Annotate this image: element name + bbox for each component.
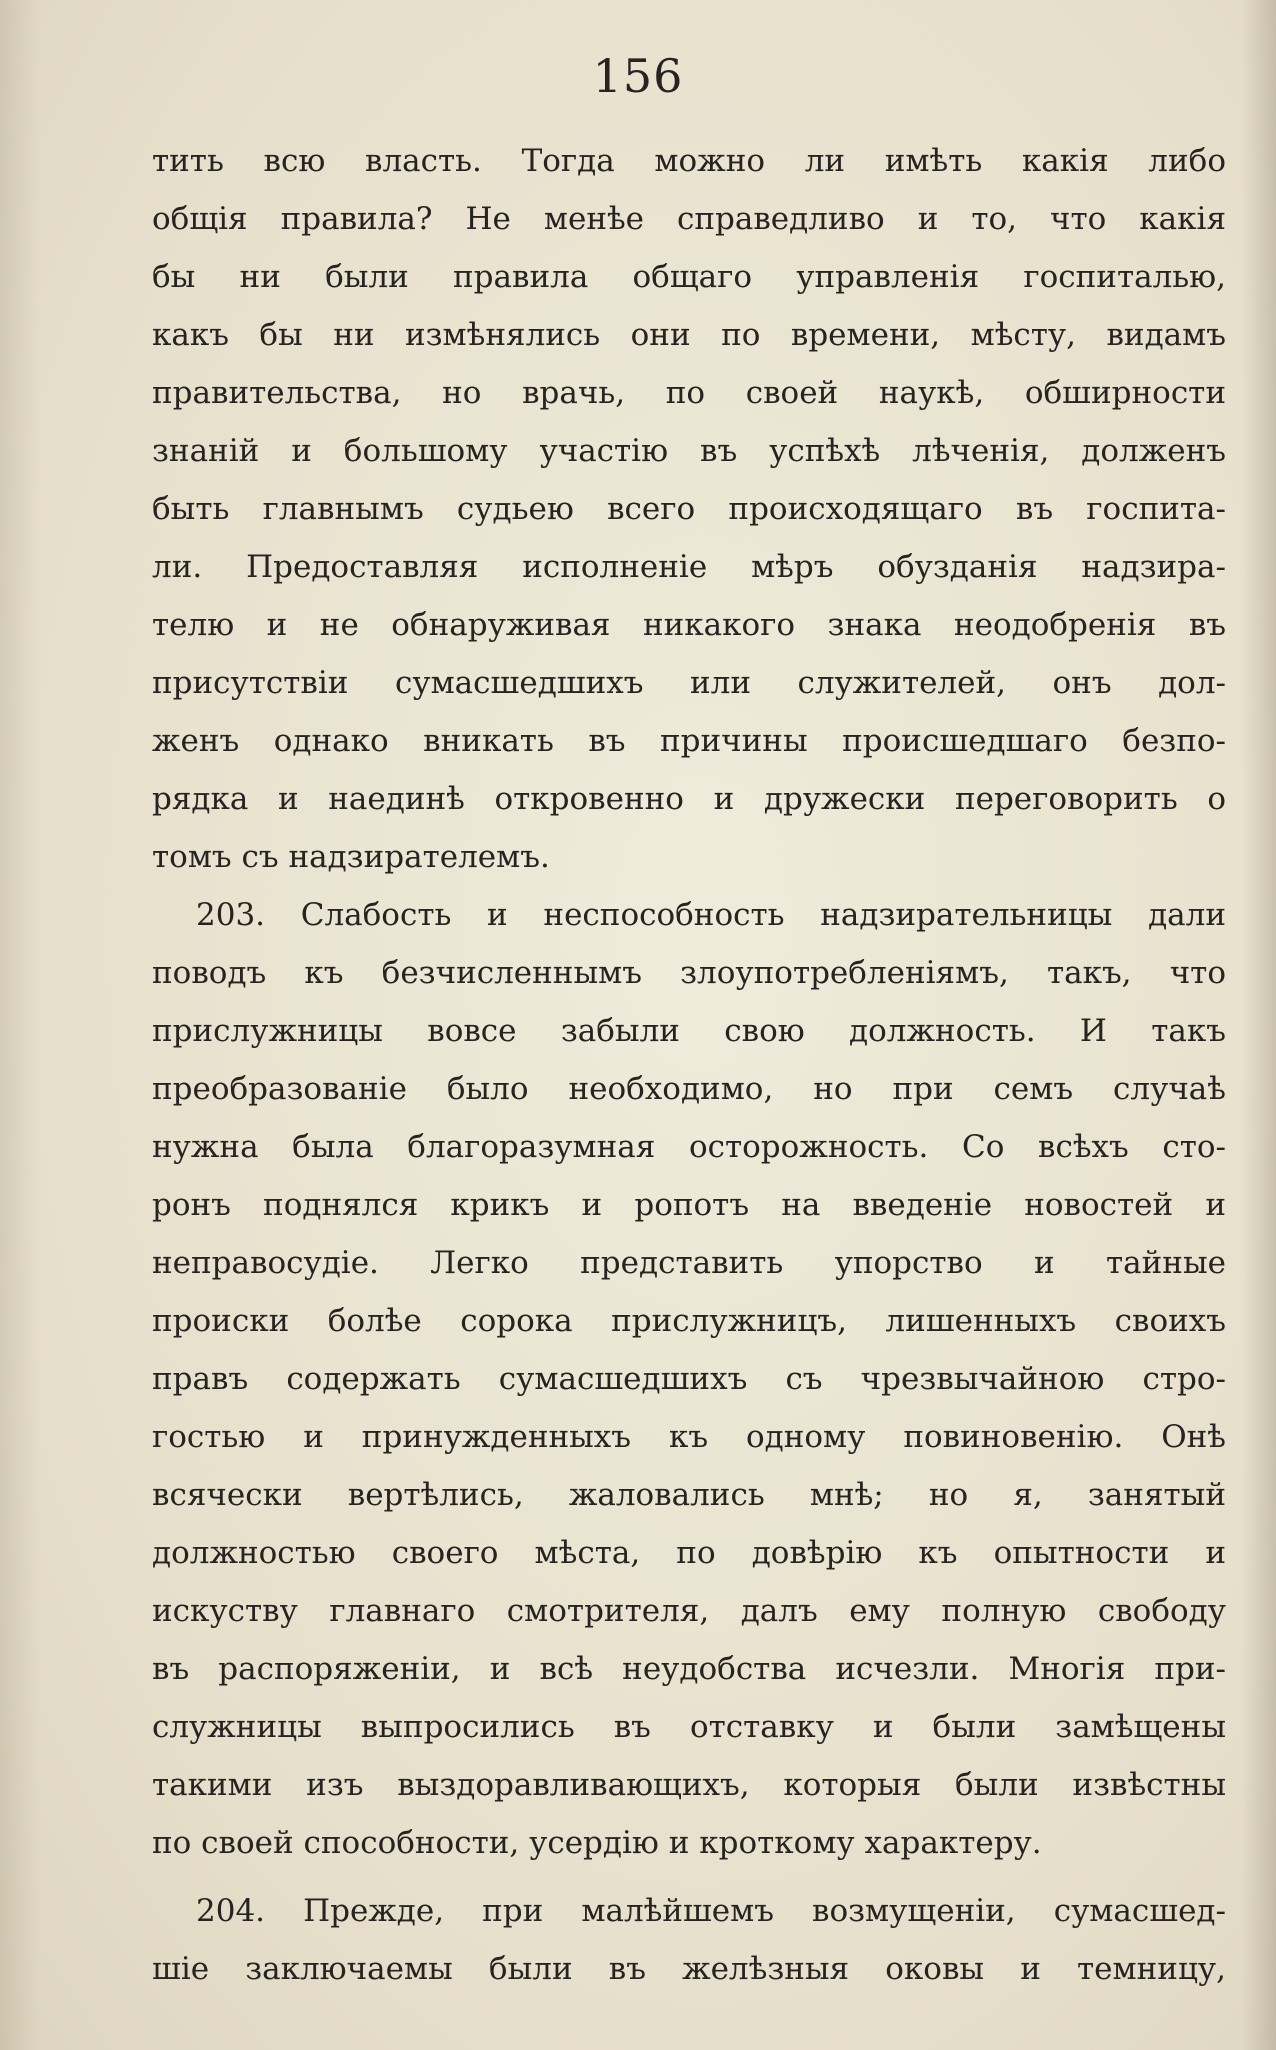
paragraph-gap bbox=[152, 1872, 1226, 1882]
text-line: прислужницы вовсе забыли свою должность. И такъ bbox=[152, 1013, 1226, 1049]
text-line: бы ни были правила общаго управленія госпиталью, bbox=[152, 259, 1226, 295]
text-line: томъ съ надзирателемъ. bbox=[152, 839, 550, 875]
text-line: какъ бы ни измѣнялись они по времени, мѣсту, видамъ bbox=[152, 317, 1226, 353]
text-line: въ распоряженіи, и всѣ неудобства исчезли. Многія при- bbox=[152, 1651, 1226, 1687]
text-line: рядка и наединѣ откровенно и дружески переговорить о bbox=[152, 781, 1226, 817]
text-line: должностью своего мѣста, по довѣрію къ опытности и bbox=[152, 1535, 1226, 1571]
page-number: 156 bbox=[592, 49, 684, 103]
text-line: происки болѣе сорока прислужницъ, лишенныхъ своихъ bbox=[152, 1303, 1226, 1339]
text-line: быть главнымъ судьею всего происходящаго въ госпита- bbox=[152, 491, 1226, 527]
text-line: женъ однако вникать въ причины происшедшаго безпо- bbox=[152, 723, 1226, 759]
text-line: преобразованіе было необходимо, но при семъ случаѣ bbox=[152, 1071, 1226, 1107]
text-line: тить всю власть. Тогда можно ли имѣть какія либо bbox=[152, 143, 1226, 179]
text-line: правъ содержать сумасшедшихъ съ чрезвычайною стро- bbox=[152, 1361, 1226, 1397]
text-line: общія правила? Не менѣе справедливо и то, что какія bbox=[152, 201, 1226, 237]
text-line: ли. Предоставляя исполненіе мѣръ обузданія надзира- bbox=[152, 549, 1226, 585]
text-line: всячески вертѣлись, жаловались мнѣ; но я, занятый bbox=[152, 1477, 1226, 1513]
text-line: правительства, но врачь, по своей наукѣ, обширности bbox=[152, 375, 1226, 411]
paragraph-203-start: 203. Слабость и неспособность надзирательницы дали bbox=[196, 897, 1226, 933]
text-line: присутствіи сумасшедшихъ или служителей, онъ дол- bbox=[152, 665, 1226, 701]
text-line: такими изъ выздоравливающихъ, которыя были извѣстны bbox=[152, 1767, 1226, 1803]
paragraph-204-start: 204. Прежде, при малѣйшемъ возмущеніи, сумасшед- bbox=[196, 1893, 1226, 1929]
text-line: ронъ поднялся крикъ и ропотъ на введеніе новостей и bbox=[152, 1187, 1226, 1223]
text-line: гостью и принужденныхъ къ одному повиновенію. Онѣ bbox=[152, 1419, 1226, 1455]
text-line: шіе заключаемы были въ желѣзныя оковы и темницу, bbox=[152, 1951, 1226, 1987]
text-line: поводъ къ безчисленнымъ злоупотребленіямъ, такъ, что bbox=[152, 955, 1226, 991]
page-gutter-shadow bbox=[1242, 0, 1276, 2050]
text-line: знаній и большому участію въ успѣхѣ лѣченія, долженъ bbox=[152, 433, 1226, 469]
text-line: служницы выпросились въ отставку и были замѣщены bbox=[152, 1709, 1226, 1745]
body-text bbox=[152, 132, 1226, 1998]
page-edge-shadow bbox=[0, 0, 40, 2050]
text-line: неправосудіе. Легко представить упорство и тайные bbox=[152, 1245, 1226, 1281]
text-line: телю и не обнаруживая никакого знака неодобренія въ bbox=[152, 607, 1226, 643]
text-line: по своей способности, усердію и кроткому характеру. bbox=[152, 1825, 1042, 1861]
text-line: нужна была благоразумная осторожность. Со всѣхъ сто- bbox=[152, 1129, 1226, 1165]
text-line: искуству главнаго смотрителя, далъ ему полную свободу bbox=[152, 1593, 1226, 1629]
